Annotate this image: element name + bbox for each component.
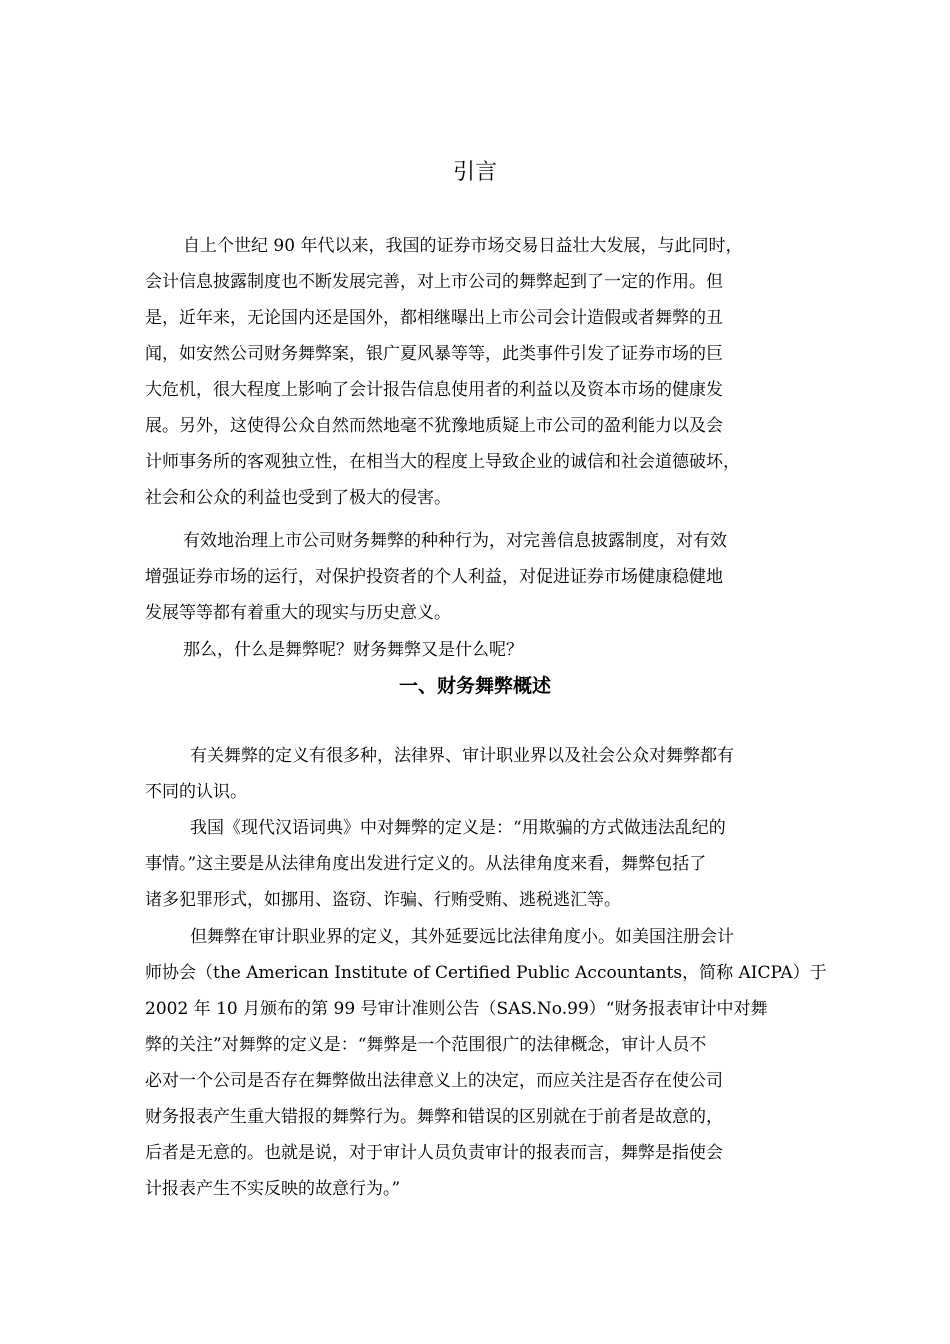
intro-line: 社会和公众的利益也受到了极大的侵害。 [145,488,451,508]
body-line: 弊的关注”对舞弊的定义是：“舞弊是一个范围很广的法律概念，审计人员不 [145,1035,707,1055]
body-line: 但舞弊在审计职业界的定义，其外延要远比法律角度小。如美国注册会计 [190,927,734,947]
body-line: 不同的认识。 [145,782,247,802]
intro-line: 闻，如安然公司财务舞弊案，银广夏风暴等等，此类事件引发了证券市场的巨 [145,344,723,364]
body-line: 我国《现代汉语词典》中对舞弊的定义是：“用欺骗的方式做违法乱纪的 [190,818,726,838]
intro-title: 引言 [452,160,497,185]
intro-line: 大危机，很大程度上影响了会计报告信息使用者的利益以及资本市场的健康发 [145,380,723,400]
intro-line: 那么，什么是舞弊呢？财务舞弊又是什么呢？ [183,640,523,660]
intro-line: 自上个世纪 90 年代以来，我国的证券市场交易日益壮大发展，与此同时， [183,236,743,256]
intro-line: 会计信息披露制度也不断发展完善，对上市公司的舞弊起到了一定的作用。但 [145,272,723,292]
body-line: 必对一个公司是否存在舞弊做出法律意义上的决定，而应关注是否存在使公司 [145,1071,723,1091]
intro-line: 有效地治理上市公司财务舞弊的种种行为，对完善信息披露制度，对有效 [183,531,727,551]
body-line: 师协会（the American Institute of Certified Public Accountants，简称 AICPA）于 [145,963,827,983]
body-line: 财务报表产生重大错报的舞弊行为。舞弊和错误的区别就在于前者是故意的， [145,1107,723,1127]
body-line: 2002 年 10 月颁布的第 99 号审计准则公告（SAS.No.99）“财务报表审计中对舞 [145,999,768,1019]
intro-line: 展。另外，这使得公众自然而然地毫不犹豫地质疑上市公司的盈利能力以及会 [145,416,723,436]
body-line: 事情。”这主要是从法律角度出发进行定义的。从法律角度来看，舞弊包括了 [145,854,707,874]
intro-line: 是，近年来，无论国内还是国外，都相继曝出上市公司会计造假或者舞弊的丑 [145,308,723,328]
body-line: 计报表产生不实反映的故意行为。” [145,1179,401,1199]
intro-line: 发展等等都有着重大的现实与历史意义。 [145,603,451,623]
body-line: 有关舞弊的定义有很多种，法律界、审计职业界以及社会公众对舞弊都有 [190,746,734,766]
intro-line: 增强证券市场的运行，对保护投资者的个人利益，对促进证券市场健康稳健地 [145,567,723,587]
body-line: 后者是无意的。也就是说，对于审计人员负责审计的报表而言，舞弊是指使会 [145,1143,723,1163]
section-heading: 一、财务舞弊概述 [398,675,551,697]
intro-line: 计师事务所的客观独立性，在相当大的程度上导致企业的诚信和社会道德破坏， [145,452,740,472]
body-line: 诸多犯罪形式，如挪用、盗窃、诈骗、行贿受贿、逃税逃汇等。 [145,890,621,910]
